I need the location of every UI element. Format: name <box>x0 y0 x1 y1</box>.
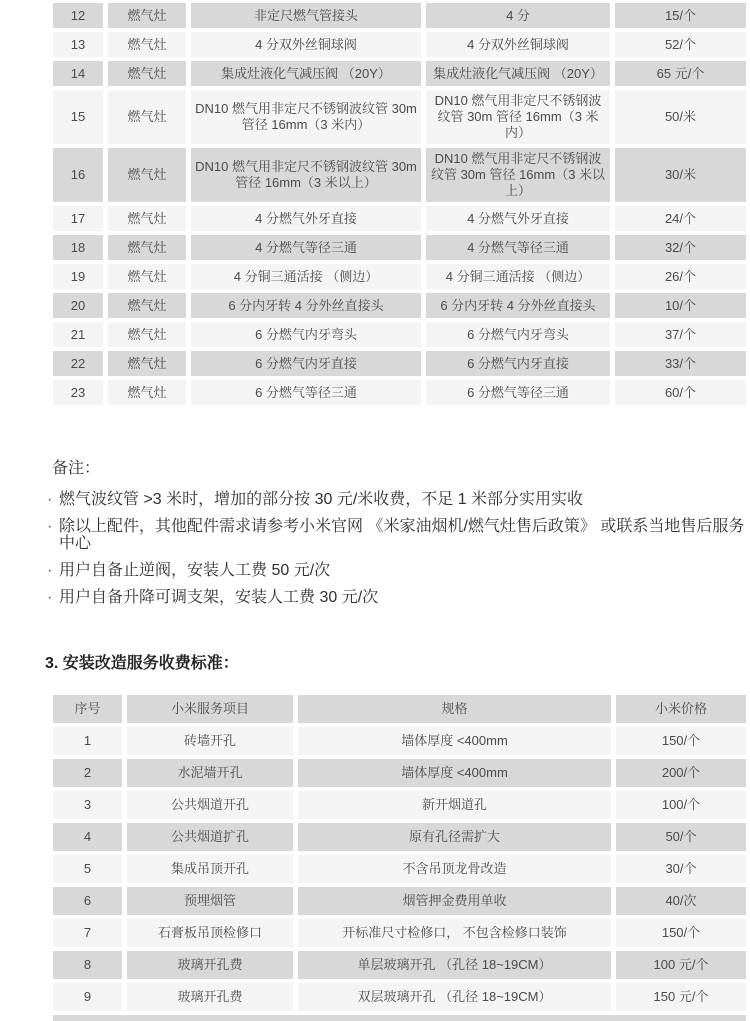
note-item <box>47 589 750 606</box>
cell-item-name: 6 分燃气内牙弯头 <box>191 322 421 347</box>
cell-price: 50/个 <box>616 823 746 851</box>
cell-price: 60/个 <box>615 380 746 405</box>
notes-section <box>47 455 750 606</box>
cell-price: 10/个 <box>615 293 746 318</box>
table-row <box>53 823 746 851</box>
header-cell-price: 小米价格 <box>616 695 746 723</box>
cell-no: 4 <box>53 823 122 851</box>
note-bullet: · <box>47 491 53 508</box>
note-text: 燃气波纹管 >3 米时，增加的部分按 30 元/米收费，不足 1 米部分实用实收 <box>59 491 584 508</box>
cell-spec: 6 分燃气等径三通 <box>426 380 610 405</box>
cell-spec: 4 分双外丝铜球阀 <box>426 32 610 57</box>
cell-spec: 不含吊顶龙骨改造 <box>298 855 611 883</box>
accessories-table <box>53 3 746 405</box>
cell-spec: 双层玻璃开孔 （孔径 18~19CM） <box>298 983 611 1011</box>
cell-no: 14 <box>53 61 103 86</box>
cell-service-item: 集成吊顶开孔 <box>127 855 293 883</box>
cell-no: 13 <box>53 32 103 57</box>
cell-no: 6 <box>53 887 122 915</box>
cell-no: 2 <box>53 759 122 787</box>
cell-price: 30/个 <box>616 855 746 883</box>
cell-category: 燃气灶 <box>108 235 186 260</box>
cell-spec: 6 分燃气内牙直接 <box>426 351 610 376</box>
cell-no: 18 <box>53 235 103 260</box>
table-row <box>53 3 746 28</box>
cell-price: 150/个 <box>616 727 746 755</box>
cell-category: 燃气灶 <box>108 264 186 289</box>
cell-category: 燃气灶 <box>108 322 186 347</box>
cell-service-item: 水泥墙开孔 <box>127 759 293 787</box>
table-row <box>53 951 746 979</box>
note-text: 用户自备止逆阀，安装人工费 50 元/次 <box>59 562 331 579</box>
table-row <box>53 855 746 883</box>
cell-no: 15 <box>53 90 103 144</box>
cell-no: 9 <box>53 983 122 1011</box>
cell-no: 16 <box>53 148 103 202</box>
cell-category: 燃气灶 <box>108 90 186 144</box>
cell-service-item: 石膏板吊顶检修口 <box>127 919 293 947</box>
note-bullet: · <box>47 518 53 535</box>
table-row <box>53 380 746 405</box>
cell-spec: 4 分燃气外牙直接 <box>426 206 610 231</box>
cell-price: 100/个 <box>616 791 746 819</box>
table-row <box>53 235 746 260</box>
cell-category: 燃气灶 <box>108 351 186 376</box>
cell-price: 200/个 <box>616 759 746 787</box>
cell-service-item: 砖墙开孔 <box>127 727 293 755</box>
table-row <box>53 322 746 347</box>
cell-service-item: 预埋烟管 <box>127 887 293 915</box>
cell-price: 37/个 <box>615 322 746 347</box>
cell-item-name: 6 分燃气内牙直接 <box>191 351 421 376</box>
cell-item-name: 4 分燃气等径三通 <box>191 235 421 260</box>
cell-item-name: DN10 燃气用非定尺不锈钢波纹管 30m 管径 16mm（3 米内） <box>191 90 421 144</box>
notes-title: 备注： <box>52 460 101 477</box>
cell-spec: DN10 燃气用非定尺不锈钢波纹管 30m 管径 16mm（3 米以上） <box>426 148 610 202</box>
cell-price: 100 元/个 <box>616 951 746 979</box>
table-row <box>53 919 746 947</box>
cell-spec: 4 分 <box>426 3 610 28</box>
cell-price: 150 元/个 <box>616 983 746 1011</box>
cell-item-name: DN10 燃气用非定尺不锈钢波纹管 30m 管径 16mm（3 米以上） <box>191 148 421 202</box>
cell-item-name: 4 分铜三通活接 （侧边） <box>191 264 421 289</box>
cell-spec: 单层玻璃开孔 （孔径 18~19CM） <box>298 951 611 979</box>
cell-service-item: 玻璃开孔费 <box>127 951 293 979</box>
cell-spec: 4 分燃气等径三通 <box>426 235 610 260</box>
cell-price: 52/个 <box>615 32 746 57</box>
cell-price: 50/米 <box>615 90 746 144</box>
cell-price: 40/次 <box>616 887 746 915</box>
cell-no: 5 <box>53 855 122 883</box>
cell-no: 21 <box>53 322 103 347</box>
cell-price: 26/个 <box>615 264 746 289</box>
cell-item-name: 非定尺燃气管接头 <box>191 3 421 28</box>
note-bullet: · <box>47 589 53 606</box>
table-row <box>53 90 746 144</box>
cell-no: 20 <box>53 293 103 318</box>
cell-no: 23 <box>53 380 103 405</box>
cell-no: 8 <box>53 951 122 979</box>
table-row <box>53 727 746 755</box>
cell-price: 65 元/个 <box>615 61 746 86</box>
header-cell-item: 小米服务项目 <box>127 695 293 723</box>
cell-no: 3 <box>53 791 122 819</box>
header-cell-spec: 规格 <box>298 695 611 723</box>
cell-item-name: 4 分双外丝铜球阀 <box>191 32 421 57</box>
cell-spec: 集成灶液化气减压阀 （20Y） <box>426 61 610 86</box>
cell-spec: 墙体厚度 <400mm <box>298 759 611 787</box>
table-row <box>53 887 746 915</box>
cell-service-item: 玻璃开孔费 <box>127 983 293 1011</box>
cell-price: 33/个 <box>615 351 746 376</box>
cell-no: 19 <box>53 264 103 289</box>
cell-spec: 新开烟道孔 <box>298 791 611 819</box>
cell-no: 22 <box>53 351 103 376</box>
cell-category: 燃气灶 <box>108 206 186 231</box>
note-item <box>47 518 750 552</box>
header-cell-no: 序号 <box>53 695 122 723</box>
table-row <box>53 61 746 86</box>
cell-price: 32/个 <box>615 235 746 260</box>
table-row <box>53 264 746 289</box>
cell-no: 12 <box>53 3 103 28</box>
note-item <box>47 562 750 579</box>
cell-category: 燃气灶 <box>108 32 186 57</box>
cutoff-row <box>53 1015 746 1021</box>
table-row <box>53 293 746 318</box>
cell-category: 燃气灶 <box>108 148 186 202</box>
cell-item-name: 6 分燃气等径三通 <box>191 380 421 405</box>
cell-spec: 原有孔径需扩大 <box>298 823 611 851</box>
cell-spec: 墙体厚度 <400mm <box>298 727 611 755</box>
cell-category: 燃气灶 <box>108 380 186 405</box>
cell-no: 17 <box>53 206 103 231</box>
cell-price: 24/个 <box>615 206 746 231</box>
cell-spec: DN10 燃气用非定尺不锈钢波纹管 30m 管径 16mm（3 米内） <box>426 90 610 144</box>
cell-price: 30/米 <box>615 148 746 202</box>
note-item <box>47 491 750 508</box>
cell-item-name: 集成灶液化气减压阀 （20Y） <box>191 61 421 86</box>
cell-category: 燃气灶 <box>108 3 186 28</box>
cell-price: 15/个 <box>615 3 746 28</box>
table-row <box>53 148 746 202</box>
cell-category: 燃气灶 <box>108 293 186 318</box>
cell-spec: 开标准尺寸检修口， 不包含检修口装饰 <box>298 919 611 947</box>
cell-spec: 6 分内牙转 4 分外丝直接头 <box>426 293 610 318</box>
table-row <box>53 791 746 819</box>
table-row <box>53 983 746 1011</box>
cell-price: 150/个 <box>616 919 746 947</box>
cell-spec: 4 分铜三通活接 （侧边） <box>426 264 610 289</box>
cell-item-name: 4 分燃气外牙直接 <box>191 206 421 231</box>
section-heading: 3. 安装改造服务收费标准： <box>45 655 239 672</box>
cell-item-name: 6 分内牙转 4 分外丝直接头 <box>191 293 421 318</box>
cell-service-item: 公共烟道开孔 <box>127 791 293 819</box>
cell-category: 燃气灶 <box>108 61 186 86</box>
table-row <box>53 206 746 231</box>
table-row <box>53 351 746 376</box>
table-row <box>53 32 746 57</box>
service-table <box>53 695 746 1011</box>
cell-spec: 6 分燃气内牙弯头 <box>426 322 610 347</box>
service-table-header <box>53 695 746 723</box>
note-bullet: · <box>47 562 53 579</box>
table-row <box>53 759 746 787</box>
cell-no: 1 <box>53 727 122 755</box>
note-text: 用户自备升降可调支架，安装人工费 30 元/次 <box>59 589 379 606</box>
cell-no: 7 <box>53 919 122 947</box>
note-text: 除以上配件，其他配件需求请参考小米官网 《米家油烟机/燃气灶售后政策》 或联系当地售后服务中心 <box>59 518 745 552</box>
cell-service-item: 公共烟道扩孔 <box>127 823 293 851</box>
cell-spec: 烟管押金费用单收 <box>298 887 611 915</box>
